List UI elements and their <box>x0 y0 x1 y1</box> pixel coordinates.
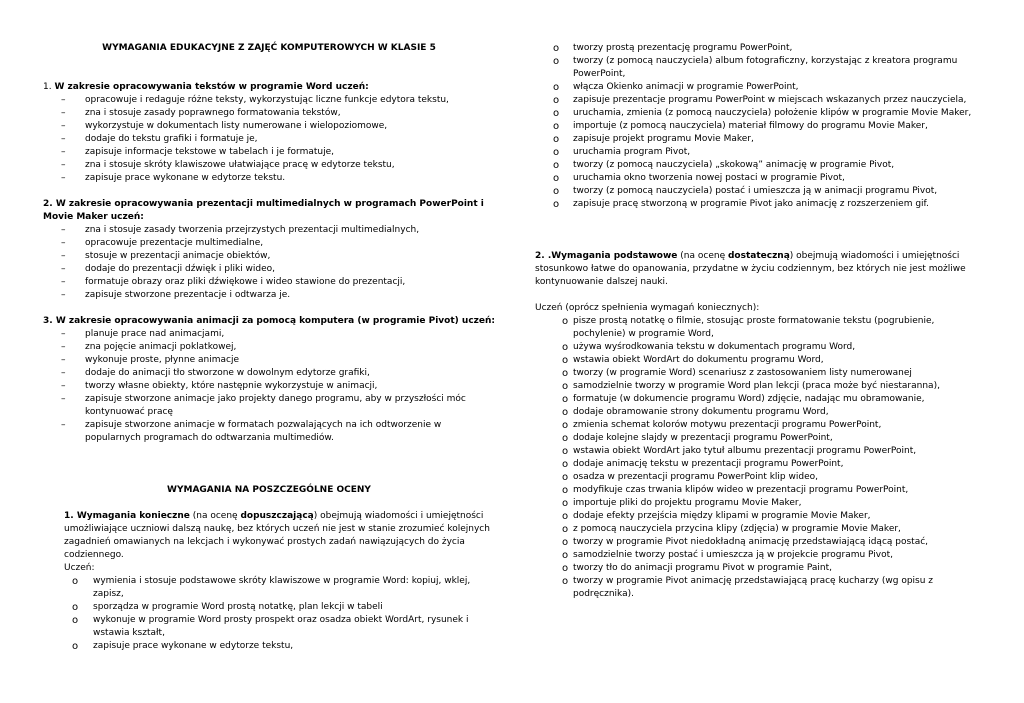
section-3-heading <box>43 315 495 328</box>
bullet-marker: – <box>61 134 66 144</box>
bullet-marker: o <box>553 108 560 119</box>
list-item-text: tworzy własne obiekty, które następnie wykorzystuje w animacji, <box>85 381 378 391</box>
list-item <box>535 497 987 510</box>
bullet-marker: o <box>553 147 560 158</box>
list-item-text: zmienia schemat kolorów motywu prezentacji programu PowerPoint, <box>573 420 882 430</box>
section-1-number: 1. <box>43 82 52 92</box>
bullet-marker: – <box>61 147 66 157</box>
list-item <box>535 458 987 471</box>
list-item-text: włącza Okienko animacji w programie PowerPoint, <box>573 82 799 92</box>
section-3-list <box>43 328 495 445</box>
list-item-text: uruchamia okno tworzenia nowej postaci w programie Pivot, <box>573 173 845 183</box>
list-item-text: wstawia obiekt WordArt jako tytuł albumu prezentacji programu PowerPoint, <box>573 446 917 456</box>
bullet-marker: o <box>562 576 569 587</box>
grade-1-list <box>43 575 495 653</box>
list-item <box>43 120 495 133</box>
list-item-text: formatuje (w dokumencie programu Word) zdjęcie, nadając mu obramowanie, <box>573 394 925 404</box>
list-item <box>535 81 987 94</box>
list-item <box>535 107 987 120</box>
bullet-marker: o <box>562 472 569 483</box>
bullet-marker: o <box>562 511 569 522</box>
list-item <box>535 133 987 146</box>
bullet-marker: – <box>61 342 66 352</box>
section-1-list <box>43 94 495 185</box>
list-item-text: zapisuje projekt programu Movie Maker, <box>573 134 754 144</box>
list-item-text: osadza w prezentacji programu PowerPoint klip wideo, <box>573 472 818 482</box>
list-item <box>43 107 495 120</box>
list-item-text: dodaje kolejne slajdy w prezentacji programu PowerPoint, <box>573 433 833 443</box>
list-item-text: zapisuje stworzone animacje jako projekty danego programu, aby w przyszłości móc kontynuować pracę <box>85 394 466 417</box>
grade-2-paragraph <box>535 250 987 289</box>
bullet-marker: o <box>562 498 569 509</box>
list-item <box>535 575 987 601</box>
list-item <box>535 445 987 458</box>
list-item-text: wykonuje proste, płynne animacje <box>85 355 239 365</box>
list-item-text: tworzy w programie Pivot animację przedstawiającą pracę kucharzy (wg opisu z podręcznika). <box>573 576 934 599</box>
list-item-text: formatuje obrazy oraz pliki dźwiękowe i wideo stawione do prezentacji, <box>85 277 406 287</box>
list-item <box>43 640 495 653</box>
list-item-text: dodaje do tekstu grafiki i formatuje je, <box>85 134 258 144</box>
list-item-text: dodaje do animacji tło stworzone w dowolnym edytorze grafiki, <box>85 368 370 378</box>
list-item-text: zna i stosuje skróty klawiszowe ułatwiające pracę w edytorze tekstu, <box>85 160 395 170</box>
list-item <box>535 185 987 198</box>
bullet-marker: o <box>562 550 569 561</box>
grade-2-grade: dostateczną <box>727 251 790 261</box>
list-item <box>43 94 495 107</box>
list-item <box>535 536 987 549</box>
list-item-text: zapisuje stworzone animacje w formatach pozwalających na ich odtworzenie w popularnych programach do odtwarzania multimediów. <box>85 420 442 443</box>
list-item <box>535 94 987 107</box>
bullet-marker: – <box>61 173 66 183</box>
list-item <box>535 510 987 523</box>
list-item-text: tworzy (z pomocą nauczyciela) „skokową” animację w programie Pivot, <box>573 160 895 170</box>
list-item <box>535 172 987 185</box>
list-item <box>535 562 987 575</box>
section-1-heading <box>43 81 495 94</box>
list-item-text: dodaje obramowanie strony dokumentu programu Word, <box>573 407 829 417</box>
bullet-marker: o <box>553 134 560 145</box>
bullet-marker: – <box>61 160 66 170</box>
bullet-marker: – <box>61 420 66 430</box>
section-2-heading <box>43 198 495 224</box>
bullet-marker: o <box>553 56 560 67</box>
grade-1-lead: Uczeń: <box>64 563 95 573</box>
bullet-marker: – <box>61 381 66 391</box>
grade-2-label: 2. .Wymagania podstawowe <box>535 251 678 261</box>
list-item <box>43 146 495 159</box>
list-item-text: zapisuje pracę stworzoną w programie Pivot jako animację z rozszerzeniem gif. <box>573 199 929 209</box>
bullet-marker: o <box>562 381 569 392</box>
bullet-marker: – <box>61 264 66 274</box>
list-item <box>535 120 987 133</box>
list-item-text: planuje prace nad animacjami, <box>85 329 225 339</box>
bullet-marker: – <box>61 290 66 300</box>
bullet-marker: o <box>562 459 569 470</box>
grades-title: WYMAGANIA NA POSZCZEGÓLNE OCENY <box>167 485 371 495</box>
list-item-text: opracowuje i redaguje różne teksty, wykorzystując liczne funkcje edytora tekstu, <box>85 95 449 105</box>
bullet-marker: – <box>61 394 66 404</box>
bullet-marker: o <box>553 199 560 210</box>
list-item-text: tworzy tło do animacji programu Pivot w programie Paint, <box>573 563 832 573</box>
grade-1-paragraph <box>43 510 495 562</box>
list-item-text: tworzy prostą prezentację programu PowerPoint, <box>573 43 793 53</box>
list-item <box>535 55 987 81</box>
list-item-text: importuje (z pomocą nauczyciela) materiał filmowy do programu Movie Maker, <box>573 121 928 131</box>
list-item <box>43 341 495 354</box>
list-item <box>535 549 987 562</box>
bullet-marker: – <box>61 108 66 118</box>
bullet-marker: o <box>562 537 569 548</box>
bullet-marker: o <box>553 43 560 54</box>
list-item <box>43 575 495 601</box>
bullet-marker: o <box>553 95 560 106</box>
bullet-marker: – <box>61 225 66 235</box>
list-item-text: zapisuje prace wykonane w edytorze tekstu, <box>93 641 294 651</box>
list-item-text: sporządza w programie Word prostą notatkę, plan lekcji w tabeli <box>93 602 383 612</box>
left-column <box>43 42 495 653</box>
list-item <box>43 172 495 185</box>
list-item-text: zapisuje informacje tekstowe w tabelach i je formatuje, <box>85 147 334 157</box>
bullet-marker: o <box>562 316 569 327</box>
list-item-text: importuje pliki do projektu programu Movie Maker, <box>573 498 802 508</box>
bullet-marker: o <box>553 82 560 93</box>
list-item-text: wymienia i stosuje podstawowe skróty klawiszowe w programie Word: kopiuj, wklej, zapisz, <box>93 576 471 599</box>
bullet-marker: o <box>72 615 79 626</box>
list-item-text: zna pojęcie animacji poklatkowej, <box>85 342 237 352</box>
grade-1-text-b: ) obejmują wiadomości i umiejętności umożliwiające uczniowi dalszą naukę, bez których uczeń nie jest w stanie zrozumieć kolejnych zagadnień omawianych na lekcjach i wykonywać prostych zadań nawiązujących do życia codziennego. <box>64 511 490 560</box>
list-item <box>43 367 495 380</box>
list-item <box>535 198 987 211</box>
section-2-heading-text: 2. W zakresie opracowywania prezentacji multimedialnych w programach PowerPoint i Movie Maker uczeń: <box>43 199 484 222</box>
grade-1-list-continued <box>535 42 987 211</box>
list-item <box>535 159 987 172</box>
list-item-text: zna i stosuje zasady tworzenia przejrzystych prezentacji multimedialnych, <box>85 225 420 235</box>
list-item <box>535 341 987 354</box>
list-item-text: używa wyśrodkowania tekstu w dokumentach programu Word, <box>573 342 856 352</box>
list-item <box>43 614 495 640</box>
list-item-text: opracowuje prezentacje multimedialne, <box>85 238 264 248</box>
list-item <box>535 523 987 536</box>
list-item-text: zapisuje prace wykonane w edytorze tekstu. <box>85 173 286 183</box>
document-title: WYMAGANIA EDUKACYJNE Z ZAJĘĆ KOMPUTEROWYCH W KLASIE 5 <box>102 43 436 53</box>
list-item <box>43 250 495 263</box>
list-item-text: tworzy w programie Pivot niedokładną animację przedstawiającą idącą postać, <box>573 537 929 547</box>
bullet-marker: o <box>562 433 569 444</box>
bullet-marker: o <box>562 420 569 431</box>
section-3-heading-text: 3. W zakresie opracowywania animacji za pomocą komputera (w programie Pivot) uczeń: <box>43 316 495 326</box>
list-item <box>43 328 495 341</box>
list-item <box>43 289 495 302</box>
list-item <box>43 419 495 445</box>
list-item <box>535 42 987 55</box>
bullet-marker: – <box>61 355 66 365</box>
list-item <box>43 276 495 289</box>
bullet-marker: – <box>61 277 66 287</box>
grade-1-grade: dopuszczającą <box>240 511 314 521</box>
list-item <box>535 406 987 419</box>
bullet-marker: o <box>553 186 560 197</box>
bullet-marker: o <box>72 576 79 587</box>
bullet-marker: – <box>61 95 66 105</box>
bullet-marker: o <box>562 342 569 353</box>
list-item-text: dodaje efekty przejścia między klipami w programie Movie Maker, <box>573 511 871 521</box>
grade-2-list <box>535 315 987 601</box>
bullet-marker: – <box>61 368 66 378</box>
list-item-text: zapisuje stworzone prezentacje i odtwarza je. <box>85 290 291 300</box>
bullet-marker: o <box>562 446 569 457</box>
list-item-text: dodaje do prezentacji dźwięk i pliki wideo, <box>85 264 276 274</box>
list-item-text: wykorzystuje w dokumentach listy numerowane i wielopoziomowe, <box>85 121 388 131</box>
list-item-text: tworzy (w programie Word) scenariusz z zastosowaniem listy numerowanej <box>573 368 912 378</box>
list-item-text: dodaje animację tekstu w prezentacji programu PowerPoint, <box>573 459 844 469</box>
list-item-text: uruchamia, zmienia (z pomocą nauczyciela) położenie klipów w programie Movie Maker, <box>573 108 972 118</box>
bullet-marker: – <box>61 329 66 339</box>
bullet-marker: o <box>562 394 569 405</box>
bullet-marker: o <box>553 160 560 171</box>
bullet-marker: o <box>562 407 569 418</box>
list-item <box>43 224 495 237</box>
list-item-text: samodzielnie tworzy postać i umieszcza ją w projekcie programu Pivot, <box>573 550 894 560</box>
list-item <box>43 380 495 393</box>
bullet-marker: – <box>61 238 66 248</box>
list-item <box>43 263 495 276</box>
section-1-heading-text: W zakresie opracowywania tekstów w programie Word uczeń: <box>54 82 369 92</box>
list-item <box>535 146 987 159</box>
list-item <box>535 315 987 341</box>
bullet-marker: o <box>562 563 569 574</box>
list-item <box>535 419 987 432</box>
grade-2-text-b: ) obejmują wiadomości i umiejętności stosunkowo łatwe do opanowania, przydatne w życiu codziennym, bez których nie jest możliwe kontynuowanie dalszej nauki. <box>535 251 966 287</box>
list-item-text: pisze prostą notatkę o filmie, stosując proste formatowanie tekstu (pogrubienie, pochylenie) w programie Word, <box>573 316 935 339</box>
bullet-marker: o <box>562 485 569 496</box>
bullet-marker: o <box>562 524 569 535</box>
grade-1-text-a: (na ocenę <box>189 511 241 521</box>
list-item <box>43 601 495 614</box>
grade-2-lead: Uczeń (oprócz spełnienia wymagań koniecznych): <box>535 303 760 313</box>
bullet-marker: o <box>553 121 560 132</box>
bullet-marker: o <box>562 368 569 379</box>
list-item <box>43 237 495 250</box>
bullet-marker: – <box>61 121 66 131</box>
bullet-marker: o <box>562 355 569 366</box>
list-item <box>535 380 987 393</box>
list-item-text: zna i stosuje zasady poprawnego formatowania tekstów, <box>85 108 341 118</box>
list-item-text: samodzielnie tworzy w programie Word plan lekcji (praca może być niestaranna), <box>573 381 940 391</box>
grade-2-text-a: (na ocenę <box>677 251 728 261</box>
list-item <box>535 393 987 406</box>
list-item-text: wstawia obiekt WordArt do dokumentu programu Word, <box>573 355 824 365</box>
list-item <box>43 354 495 367</box>
list-item-text: z pomocą nauczyciela przycina klipy (zdjęcia) w programie Movie Maker, <box>573 524 901 534</box>
grade-1-label: 1. Wymagania konieczne <box>64 511 190 521</box>
list-item-text: wykonuje w programie Word prosty prospekt oraz osadza obiekt WordArt, rysunek i wstawia kształt, <box>93 615 469 638</box>
bullet-marker: o <box>553 173 560 184</box>
bullet-marker: o <box>72 602 79 613</box>
list-item <box>43 133 495 146</box>
list-item-text: zapisuje prezentacje programu PowerPoint w miejscach wskazanych przez nauczyciela, <box>573 95 967 105</box>
list-item-text: tworzy (z pomocą nauczyciela) album fotograficzny, korzystając z kreatora programu PowerPoint, <box>573 56 958 79</box>
list-item <box>535 354 987 367</box>
list-item <box>43 393 495 419</box>
bullet-marker: – <box>61 251 66 261</box>
list-item <box>535 367 987 380</box>
list-item-text: uruchamia program Pivot, <box>573 147 691 157</box>
bullet-marker: o <box>72 641 79 652</box>
list-item-text: tworzy (z pomocą nauczyciela) postać i umieszcza ją w animacji programu Pivot, <box>573 186 938 196</box>
list-item-text: stosuje w prezentacji animacje obiektów, <box>85 251 271 261</box>
section-2-list <box>43 224 495 302</box>
right-column <box>535 42 987 601</box>
list-item <box>535 471 987 484</box>
list-item-text: modyfikuje czas trwania klipów wideo w prezentacji programu PowerPoint, <box>573 485 909 495</box>
list-item <box>535 484 987 497</box>
list-item <box>43 159 495 172</box>
list-item <box>535 432 987 445</box>
